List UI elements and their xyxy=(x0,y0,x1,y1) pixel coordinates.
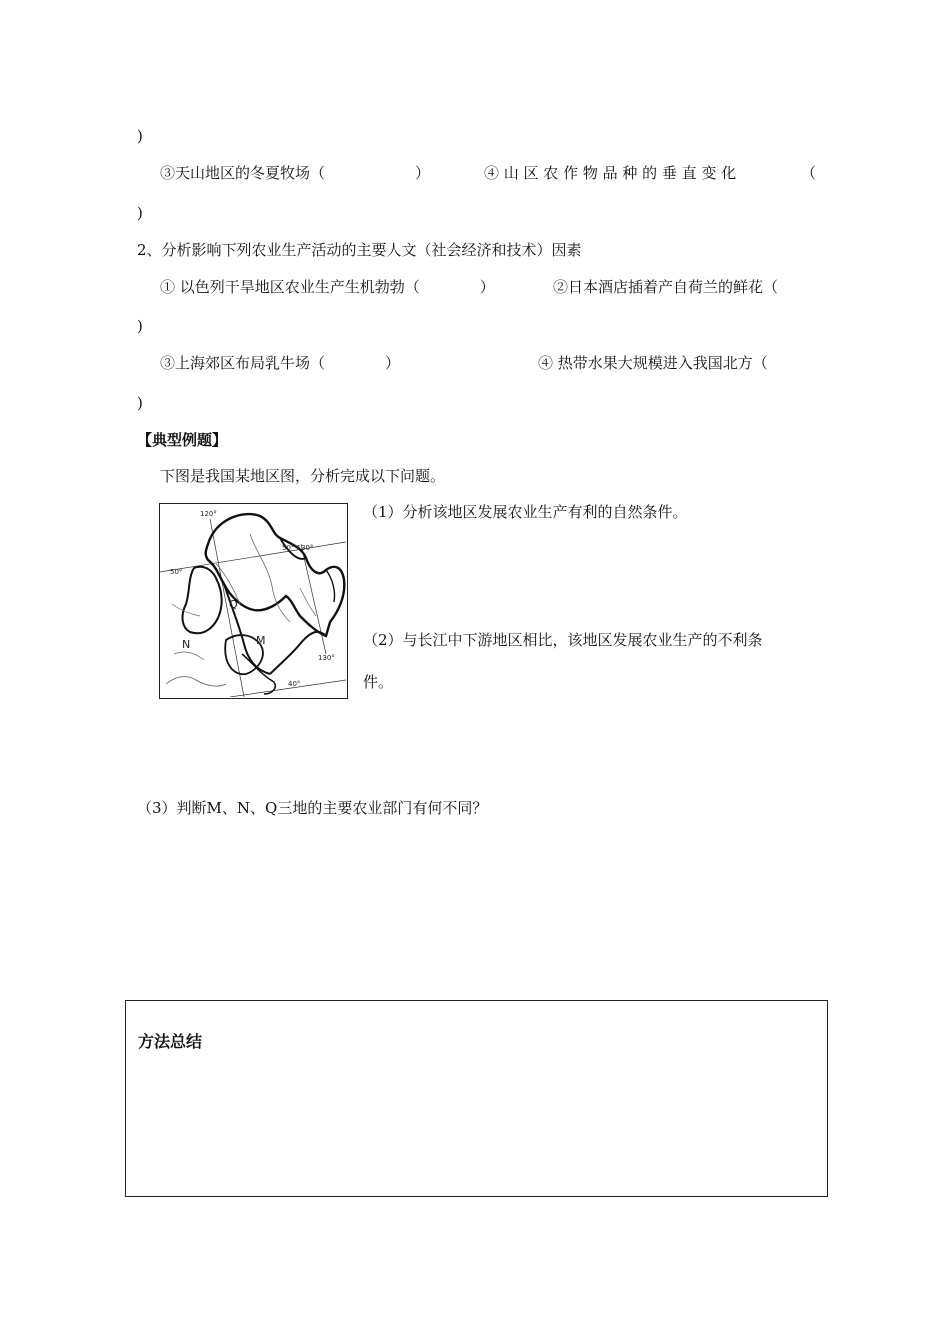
question-2-4: ④ 热带水果大规模进入我国北方（ xyxy=(538,354,768,372)
question-2-1: ① 以色列干旱地区农业生产生机勃勃（ ） xyxy=(160,278,495,296)
paren-line: ) xyxy=(137,317,143,335)
point-n-label: N xyxy=(182,638,191,651)
question-2-2: ②日本酒店插着产自荷兰的鲜花（ xyxy=(553,278,779,296)
region-outline xyxy=(206,514,345,636)
example-intro: 下图是我国某地区图，分析完成以下问题。 xyxy=(160,467,446,485)
paren-line: ) xyxy=(137,204,143,222)
question-1-4: ④ 山 区 农 作 物 品 种 的 垂 直 变 化 xyxy=(484,164,737,182)
parallel-50 xyxy=(160,542,346,572)
example-question-1: （1）分析该地区发展农业生产有利的自然条件。 xyxy=(363,503,688,521)
example-question-2: （2）与长江中下游地区相比，该地区发展农业生产的不利条 xyxy=(363,631,763,649)
coastline xyxy=(270,632,326,674)
example-question-2-cont: 件。 xyxy=(363,673,394,691)
lon-120-label: 120° xyxy=(200,510,217,518)
coord-50-130-label: 50° 130° xyxy=(282,544,314,552)
method-summary-box xyxy=(125,1000,828,1197)
point-m-label: M xyxy=(256,634,266,647)
paren-line: ) xyxy=(137,127,143,145)
lat-50-label: 50° xyxy=(170,568,183,576)
river xyxy=(174,652,204,660)
question-2-title: 2、分析影响下列农业生产活动的主要人文（社会经济和技术）因素 xyxy=(137,241,582,259)
point-q-label: Q xyxy=(229,598,238,611)
question-1-3: ③天山地区的冬夏牧场（ ） xyxy=(160,164,431,182)
river xyxy=(300,588,316,616)
example-question-3: （3）判断M、N、Q三地的主要农业部门有何不同？ xyxy=(137,799,488,817)
method-summary-title: 方法总结 xyxy=(138,1032,203,1051)
lat-40-label: 40° xyxy=(288,680,301,688)
river xyxy=(166,677,226,687)
paren-line: ) xyxy=(137,394,143,412)
question-1-4-paren: （ xyxy=(801,164,817,182)
meridian-120 xyxy=(210,519,244,697)
coastal-detail xyxy=(326,570,335,602)
section-heading: 【典型例题】 xyxy=(137,431,228,449)
western-boundary xyxy=(183,567,222,634)
region-map xyxy=(159,503,348,699)
question-2-3: ③上海郊区布局乳牛场（ ） xyxy=(160,354,401,372)
lon-130-label: 130° xyxy=(318,654,335,662)
